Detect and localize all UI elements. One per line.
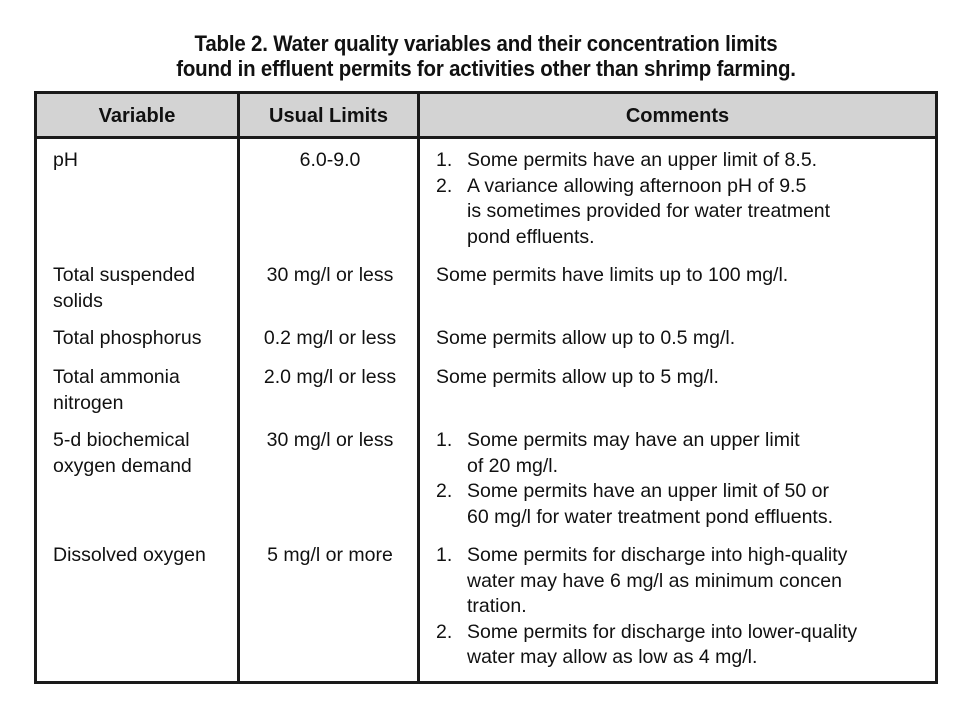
- variable-cell: 5-d biochemical oxygen demand: [53, 429, 192, 477]
- comments-cell: [436, 543, 931, 671]
- limit-cell: 0.2 mg/l or less: [263, 327, 397, 349]
- limit-cell: 6.0-9.0: [299, 149, 361, 171]
- comment-item: 1. Some permits for discharge into high-quality water may have 6 mg/l as minimum concen tration.: [436, 544, 848, 617]
- variable-cell: pH: [53, 149, 78, 171]
- comment-item: 2. Some permits for discharge into lower-quality water may allow as low as 4 mg/l.: [436, 620, 858, 668]
- variable-cell: Dissolved oxygen: [53, 544, 206, 566]
- limit-cell: 2.0 mg/l or less: [263, 366, 397, 388]
- comment-item: 1. Some permits may have an upper limit of 20 mg/l.: [436, 429, 800, 477]
- comments-cell: [436, 148, 931, 250]
- header-comments: Comments: [625, 105, 730, 127]
- table-caption: [34, 31, 938, 81]
- caption-line-1: Table 2. Water quality variables and their concentration limits: [194, 31, 778, 56]
- comment-item: 2. A variance allowing afternoon pH of 9.5 is sometimes provided for water treatment pond effluents.: [436, 174, 831, 248]
- limit-cell: 30 mg/l or less: [266, 264, 394, 286]
- header-usual-limits: Usual Limits: [269, 105, 388, 127]
- limit-cell: 30 mg/l or less: [266, 429, 394, 451]
- variable-cell: Total ammonia nitrogen: [53, 366, 180, 414]
- variable-cell: Total phosphorus: [53, 327, 202, 349]
- comment-item: 1. Some permits have an upper limit of 8.5.: [436, 149, 818, 171]
- comments-cell: Some permits allow up to 5 mg/l.: [436, 366, 719, 388]
- comments-cell: Some permits have limits up to 100 mg/l.: [436, 264, 789, 286]
- comments-cell: Some permits allow up to 0.5 mg/l.: [436, 327, 736, 349]
- caption-line-2: found in effluent permits for activities other than shrimp farming.: [176, 56, 796, 81]
- comments-cell: [436, 428, 931, 530]
- comment-item: 2. Some permits have an upper limit of 50 or 60 mg/l for water treatment pond effluents.: [436, 480, 834, 528]
- table-header: [37, 94, 935, 139]
- water-quality-table: [34, 91, 938, 684]
- variable-cell: Total suspended solids: [53, 264, 196, 312]
- limit-cell: 5 mg/l or more: [267, 544, 393, 566]
- header-variable: Variable: [98, 105, 176, 127]
